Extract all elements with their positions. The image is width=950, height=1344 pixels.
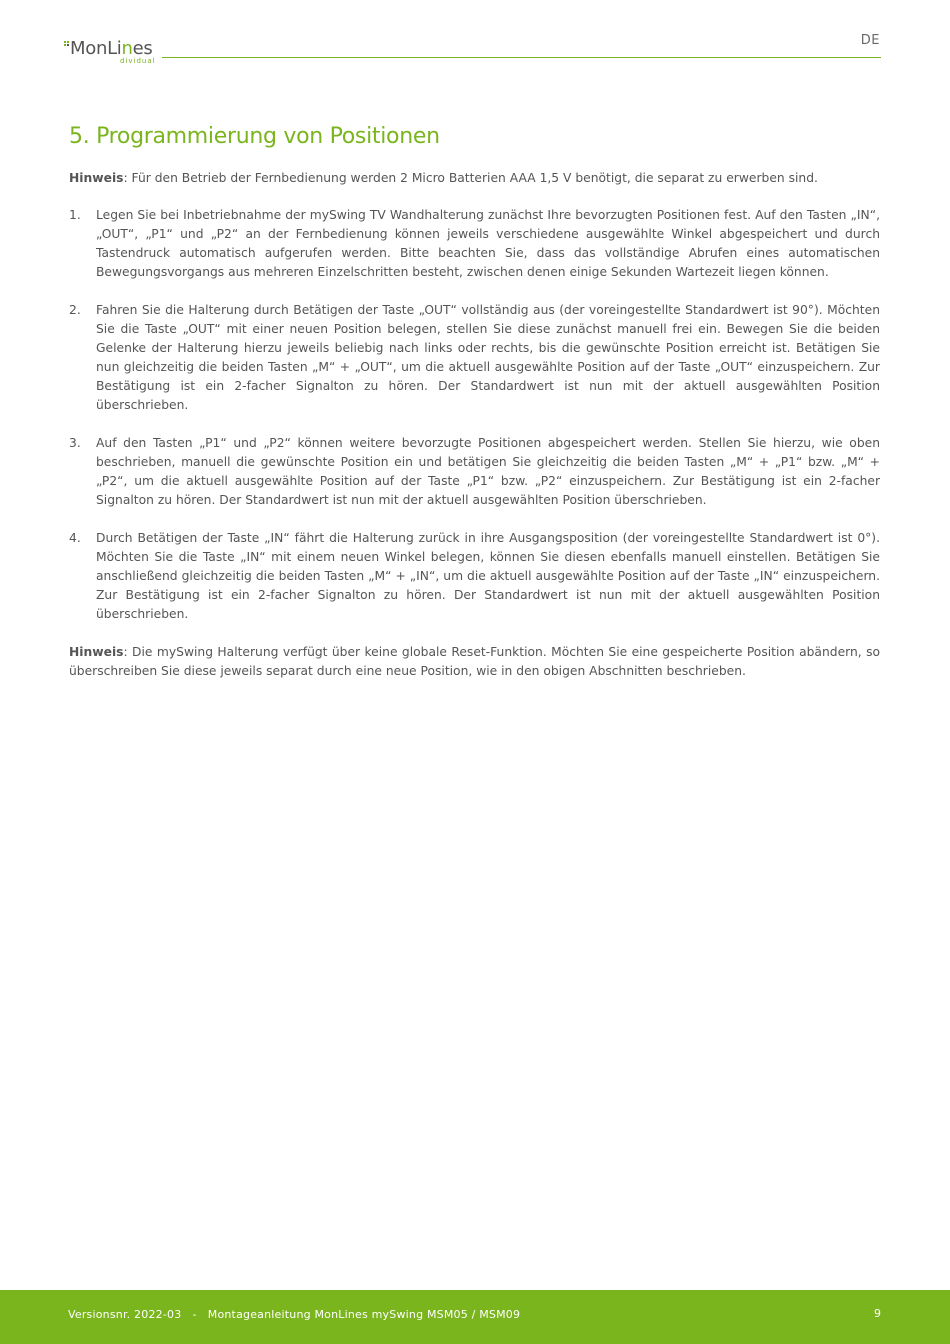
page-footer	[0, 1290, 950, 1344]
list-item	[69, 206, 880, 282]
list-number: 3.	[69, 436, 81, 450]
page-header	[0, 0, 950, 70]
logo-wordmark: MonLines	[70, 38, 153, 59]
main-content	[69, 124, 880, 699]
list-text: Durch Betätigen der Taste „IN“ fährt die Halterung zurück in ihre Ausgangsposition (der voreingestellte Standardwert ist 0°). Möchten Sie die Taste „IN“ mit einem neuen Winkel belegen, können Sie diesen ebenfalls manuell einstellen. Betätigen Sie anschließend gleichzeitig die beiden Tasten „M“ + „IN“, um die aktuell ausgewählte Position auf der Taste „IN“ einzuspeichern. Zur Bestätigung ist ein 2-facher Signalton zu hören. Der Standardwert ist nun mit der aktuell ausgewählten Position überschrieben.	[96, 531, 880, 621]
list-text: Auf den Tasten „P1“ und „P2“ können weitere bevorzugte Positionen abgespeichert werden. Stellen Sie hierzu, wie oben beschrieben, manuell die gewünschte Position ein und betätigen Sie gleichzeitig die beiden Tasten „M“ + „P1“ bzw. „M“ + „P2“, um die aktuell ausgewählte Position auf der Taste „P1“ bzw. „P2“ einzuspeichern. Zur Bestätigung ist ein 2-facher Signalton zu hören. Der Standardwert ist nun mit der aktuell ausgewählten Position überschrieben.	[96, 436, 880, 507]
list-item	[69, 529, 880, 624]
note-batteries	[69, 169, 880, 188]
list-item	[69, 434, 880, 510]
header-divider	[162, 57, 881, 58]
note-text: : Für den Betrieb der Fernbedienung werden 2 Micro Batterien AAA 1,5 V benötigt, die separat zu erwerben sind.	[123, 171, 818, 185]
language-label: DE	[860, 33, 880, 48]
list-item	[69, 301, 880, 415]
section-title: 5. Programmierung von Positionen	[69, 124, 440, 149]
logo-subtitle: dividual	[120, 57, 156, 65]
list-text: Fahren Sie die Halterung durch Betätigen der Taste „OUT“ vollständig aus (der voreingestellte Standardwert ist 90°). Möchten Sie die Taste „OUT“ mit einer neuen Position belegen, stellen Sie diese zunächst manuell frei ein. Bewegen Sie die beiden Gelenke der Halterung hierzu jeweils beliebig nach links oder rechts, bis die gewünschte Position erreicht ist. Betätigen Sie nun gleichzeitig die beiden Tasten „M“ + „OUT“, um die aktuell ausgewählte Position auf der Taste „OUT“ einzuspeichern. Zur Bestätigung ist ein 2-facher Signalton zu hören. Der Standardwert ist nun mit der aktuell ausgewählten Position überschrieben.	[96, 303, 880, 412]
page-number: 9	[874, 1307, 881, 1320]
note-reset	[69, 643, 880, 681]
footer-version-text: Versionsnr. 2022-03 - Montageanleitung MonLines mySwing MSM05 / MSM09	[68, 1308, 521, 1321]
note-text: : Die mySwing Halterung verfügt über keine globale Reset-Funktion. Möchten Sie eine gespeicherte Position abändern, so überschreiben Sie diese jeweils separat durch eine neue Position, wie in den obigen Abschnitten beschrieben.	[69, 645, 880, 678]
steps-list	[69, 206, 880, 624]
note-label: Hinweis	[69, 171, 124, 185]
note-label: Hinweis	[69, 645, 124, 659]
list-number: 1.	[69, 208, 81, 222]
list-number: 2.	[69, 303, 81, 317]
list-number: 4.	[69, 531, 81, 545]
list-text: Legen Sie bei Inbetriebnahme der mySwing TV Wandhalterung zunächst Ihre bevorzugten Positionen fest. Auf den Tasten „IN“, „OUT“, „P1“ und „P2“ an der Fernbedienung können jeweils verschiedene ausgewählte Winkel abgespeichert und durch Tastendruck automatisch aufgerufen werden. Bitte beachten Sie, dass das vollständige Abrufen eines automatischen Bewegungsvorgangs aus mehreren Einzelschritten besteht, zwischen denen einige Sekunden Wartezeit liegen können.	[96, 208, 880, 279]
